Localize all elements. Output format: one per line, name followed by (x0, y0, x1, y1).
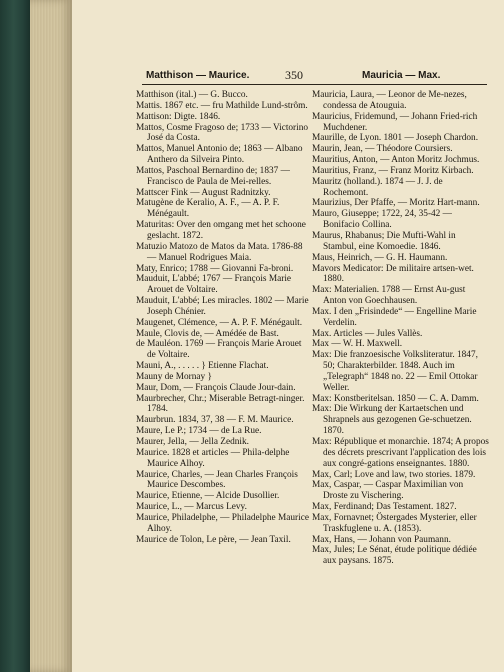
index-entry: Max. Articles — Jules Vallès. (312, 328, 423, 339)
index-entry: Maur, Dom, — François Claude Jour-dain. (136, 382, 296, 393)
index-entry: Mauricius, Fridemund, — Johann Fried-rich Muchdener. (312, 111, 478, 133)
index-entry: Maurizius, Der Pfaffe, — Moritz Hart-mann. (312, 198, 480, 209)
index-entry: Mauricia, Laura, — Leonor de Me-nezes, condessa de Atouguia. (312, 90, 467, 111)
index-entry: Maturitas: Over den omgang met het schoone geslacht. 1872. (136, 220, 306, 241)
index-entry: Mauduit, L'abbé; Les miracles. 1802 — Marie Joseph Chénier. (136, 296, 309, 317)
right-column (312, 90, 490, 567)
index-entry: Max, Hans, — Johann von Paumann. (312, 534, 451, 545)
index-entry: Max: République et monarchie. 1874; A propos des décrets prescrivant l'application des lois aux congré-gations enseignantes. 1880. (312, 437, 489, 469)
index-entry: Mavors Medicator: De militaire artsen-wet. 1880. (312, 263, 474, 285)
index-entry: Max, Ferdinand; Das Testament. 1827. (312, 502, 457, 513)
index-entry: Maugenet, Clémence, — A. P. F. Ménégault. (136, 317, 303, 328)
index-entry: Mauro, Giuseppe; 1722, 24, 35-42 — Bonifacio Collina. (312, 209, 452, 231)
index-entry: Mattos, Paschoal Bernardino de; 1837 — Francisco de Paula de Mei-relles. (136, 165, 290, 187)
running-header (72, 68, 504, 84)
page-edges (30, 0, 72, 672)
index-entry: Max — W. H. Maxwell. (312, 339, 403, 350)
index-entry: Max: Die franzoesische Volksliteratur. 1847, 50; Charakterbilder. 1848. Auch im „Telegraph“ 1848 no. 22 — Emil Ottokar Weller. (312, 350, 478, 393)
index-entry: Maurus, Rhabanus; Die Mufti-Wahl in Stambul, eine Komoedie. 1846. (312, 230, 456, 252)
left-column (136, 90, 310, 545)
index-entry: Maus, Heinrich, — G. H. Haumann. (312, 252, 448, 263)
index-entry: Mauni, A., . . . . . } Etienne Flachat. (136, 361, 269, 372)
index-entry: Maurice de Tolon, Le père, — Jean Taxil. (136, 534, 291, 545)
index-entry: Maurice, Philadelphe, — Philadelphe Maurice Alhoy. (136, 512, 309, 534)
index-entry: Matthison (ital.) — G. Bucco. (136, 90, 248, 100)
index-entry: Max: Die Wirkung der Kartaetschen und Shrapnels aus gezogenen Ge-schuetzen. 1870. (312, 404, 472, 437)
index-entry: Maurille, de Lyon. 1801 — Joseph Chardon. (312, 133, 479, 144)
book-spine (0, 0, 30, 672)
book-page (72, 0, 504, 672)
index-entry: Mauny de Mornay } (136, 371, 212, 382)
index-entry: Max: Konstberitelsan. 1850 — C. A. Damm. (312, 393, 479, 404)
index-entry: Mattscer Fink — August Radnitzky. (136, 187, 271, 198)
index-entry: Mauritius, Anton, — Anton Moritz Jochmus. (312, 155, 480, 166)
index-entry: Maure, Le P.; 1734 — de La Rue. (136, 426, 262, 437)
index-entry: Maurice, Charles, — Jean Charles François Maurice Descombes. (136, 469, 298, 491)
index-entry: Maurice. 1828 et articles — Phila-delphe Maurice Alhoy. (136, 447, 290, 469)
header-right: Mauricia — Max. (362, 70, 441, 81)
index-entry: Max, Jules; Le Sénat, étude politique dédiée aux paysans. 1875. (312, 545, 477, 567)
index-entry: Max. I den „Frisindede“ — Engelline Marie Verdelin. (312, 306, 477, 328)
index-entry: Mattos, Cosme Fragoso de; 1733 — Victorino José da Costa. (136, 122, 309, 144)
index-entry: Maty, Enrico; 1788 — Giovanni Fa-broni. (136, 263, 294, 274)
index-entry: Maurbrecher, Chr.; Miserable Betragt-ninger. 1784. (136, 393, 305, 415)
index-entry: Maurice, L., — Marcus Levy. (136, 502, 247, 513)
page-number: 350 (285, 68, 303, 82)
index-entry: Mauritz (holland.). 1874 — J. J. de Rochemont. (312, 176, 443, 198)
index-entry: Maurbrun. 1834, 37, 38 — F. M. Maurice. (136, 415, 294, 426)
index-entry: Mattis. 1867 etc. — fru Mathilde Lund-strôm. (136, 100, 308, 111)
index-entry: de Mauléon. 1769 — François Marie Arouet de Voltaire. (136, 339, 302, 361)
index-entry: Matugène de Keralio, A. F., — A. P. F. Ménégault. (136, 198, 280, 220)
index-entry: Mattos, Manuel Antonio de; 1863 — Albano Anthero da Silveira Pinto. (136, 144, 303, 166)
index-entry: Maurer, Jella, — Jella Zednik. (136, 437, 249, 447)
index-entry: Max: Materialien. 1788 — Ernst Au-gust Anton von Goechhausen. (312, 285, 466, 307)
index-entry: Mauritius, Franz, — Franz Moritz Kirbach. (312, 165, 474, 176)
index-entry: Maurin, Jean, — Théodore Coursiers. (312, 144, 453, 155)
index-entry: Mauduit, L'abbé; 1767 — François Marie Arouet de Voltaire. (136, 274, 292, 296)
index-entry: Maurice, Etienne, — Alcide Dusollier. (136, 491, 280, 502)
index-entry: Max, Carl; Love and law, two stories. 1879. (312, 469, 476, 480)
index-entry: Mattison: Digte. 1846. (136, 111, 221, 122)
header-left: Matthison — Maurice. (146, 70, 250, 81)
index-entry: Matuzio Matozo de Matos da Mata. 1786-88 — Manuel Rodrigues Maia. (136, 241, 303, 263)
header-rule (142, 84, 487, 85)
index-entry: Max, Fornavnet; Östergades Mysterier, eller Traskfuglene u. A. (1853). (312, 512, 477, 534)
index-entry: Maule, Clovis de, — Amédée de Bast. (136, 328, 279, 339)
index-entry: Max, Caspar, — Caspar Maximilian von Droste zu Vischering. (312, 480, 464, 502)
